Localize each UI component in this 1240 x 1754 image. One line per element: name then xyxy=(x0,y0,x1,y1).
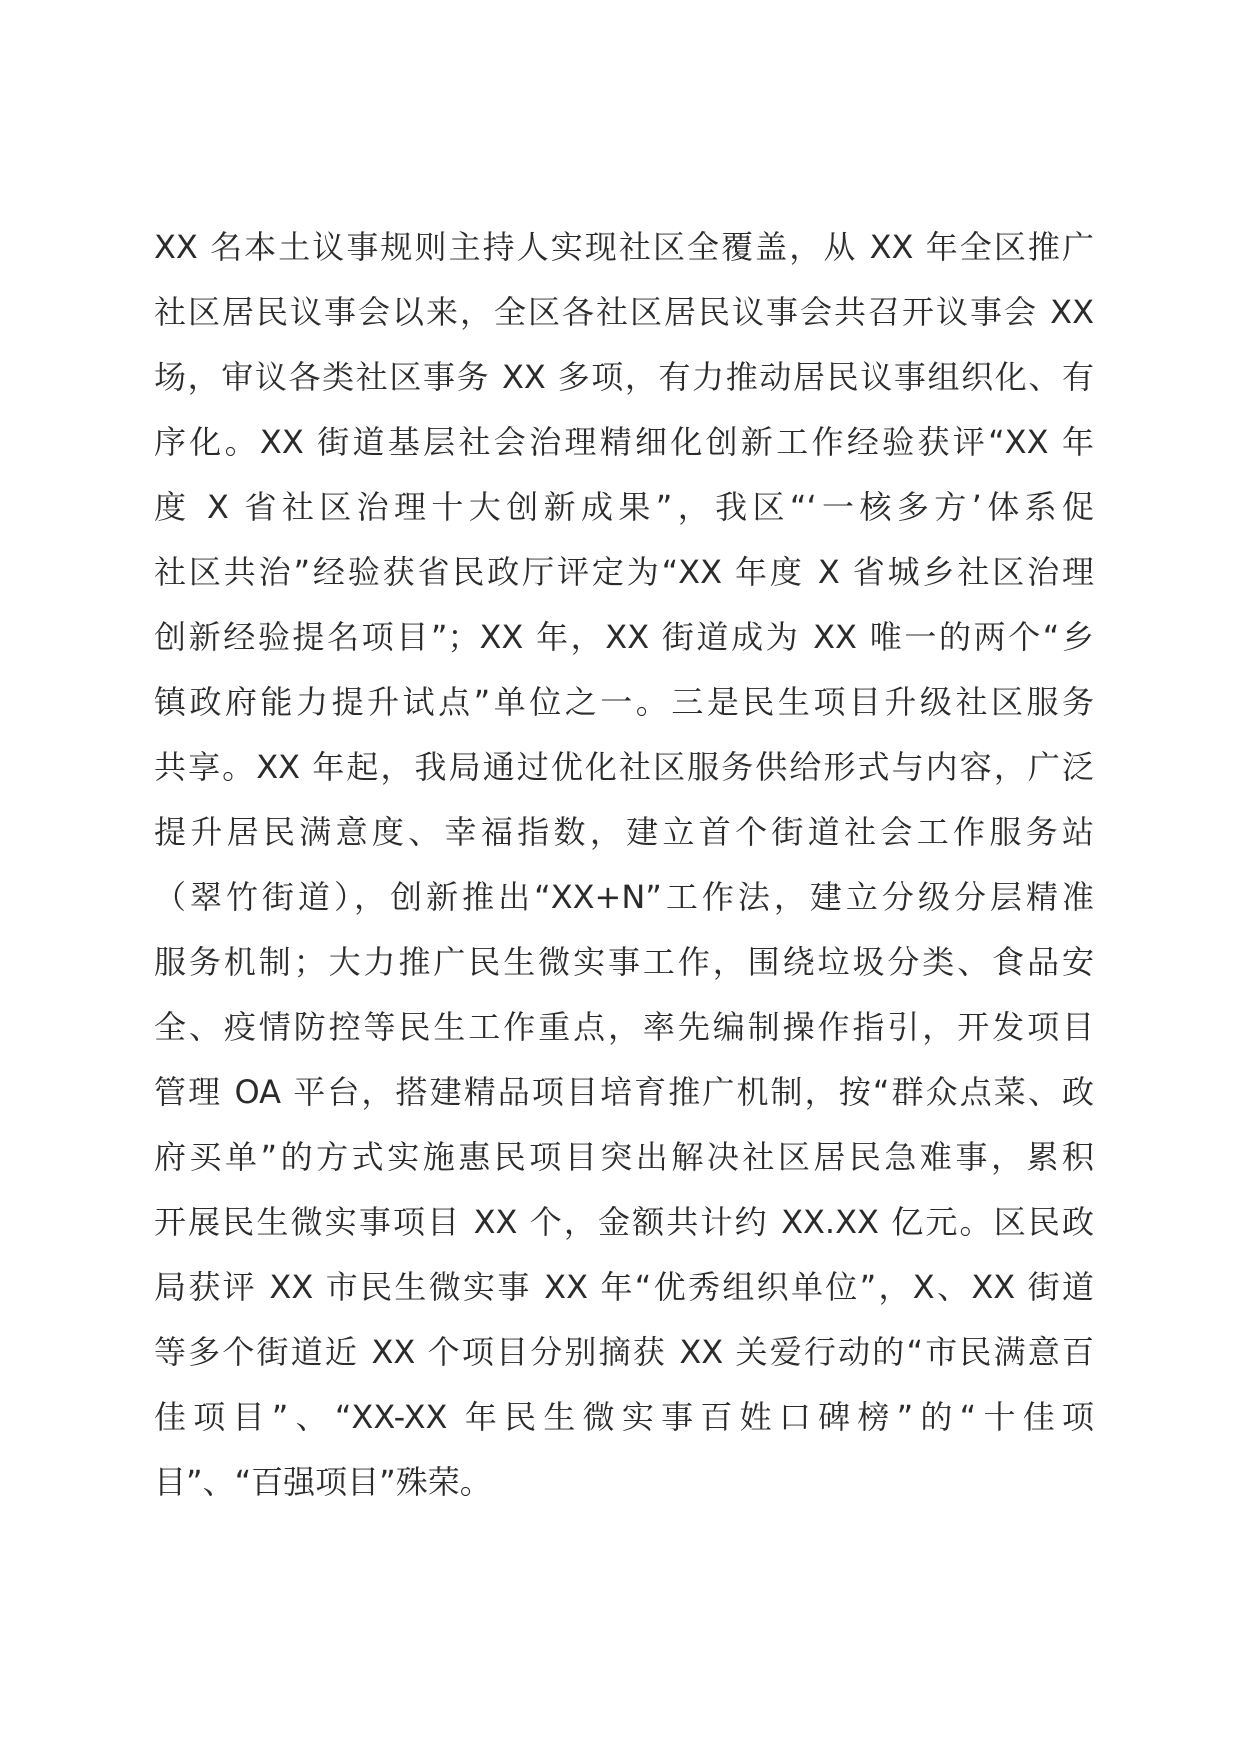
paragraph-line: 社区共治”经验获省民政厅评定为“XX 年度 X 省城乡社区治理 xyxy=(154,553,1094,591)
paragraph-line: 等多个街道近 XX 个项目分别摘获 XX 关爱行动的“市民满意百 xyxy=(154,1333,1094,1371)
paragraph-line: 服务机制；大力推广民生微实事工作，围绕垃圾分类、食品安 xyxy=(154,943,1094,981)
paragraph-line-last: 目”、“百强项目”殊荣。 xyxy=(154,1463,492,1501)
paragraph-line: 全、疫情防控等民生工作重点，率先编制操作指引，开发项目 xyxy=(154,1008,1094,1046)
paragraph-line: （翠竹街道），创新推出“XX+N”工作法，建立分级分层精准 xyxy=(154,878,1094,916)
paragraph-line: 社区居民议事会以来，全区各社区居民议事会共召开议事会 XX xyxy=(154,293,1094,331)
paragraph-line: 管理 OA 平台，搭建精品项目培育推广机制，按“群众点菜、政 xyxy=(154,1073,1094,1111)
paragraph-line: 度 X 省社区治理十大创新成果”，我区“‘一核多方’体系促 xyxy=(154,488,1094,526)
paragraph-line: 提升居民满意度、幸福指数，建立首个街道社会工作服务站 xyxy=(154,813,1094,851)
paragraph-line: 府买单”的方式实施惠民项目突出解决社区居民急难事，累积 xyxy=(154,1138,1094,1176)
paragraph-line: 场，审议各类社区事务 XX 多项，有力推动居民议事组织化、有 xyxy=(154,358,1094,396)
body-paragraph xyxy=(154,215,1094,1515)
paragraph-line: 创新经验提名项目”；XX 年，XX 街道成为 XX 唯一的两个“乡 xyxy=(154,618,1094,656)
paragraph-line: 序化。XX 街道基层社会治理精细化创新工作经验获评“XX 年 xyxy=(154,423,1094,461)
paragraph-line: XX 名本土议事规则主持人实现社区全覆盖，从 XX 年全区推广 xyxy=(154,228,1094,266)
paragraph-line: 共享。XX 年起，我局通过优化社区服务供给形式与内容，广泛 xyxy=(154,748,1094,786)
paragraph-line: 开展民生微实事项目 XX 个，金额共计约 XX.XX 亿元。区民政 xyxy=(154,1203,1094,1241)
paragraph-line: 镇政府能力提升试点”单位之一。三是民生项目升级社区服务 xyxy=(154,683,1094,721)
paragraph-line: 佳项目”、“XX-XX 年民生微实事百姓口碑榜”的“十佳项 xyxy=(154,1398,1094,1436)
paragraph-line: 局获评 XX 市民生微实事 XX 年“优秀组织单位”，X、XX 街道 xyxy=(154,1268,1094,1306)
